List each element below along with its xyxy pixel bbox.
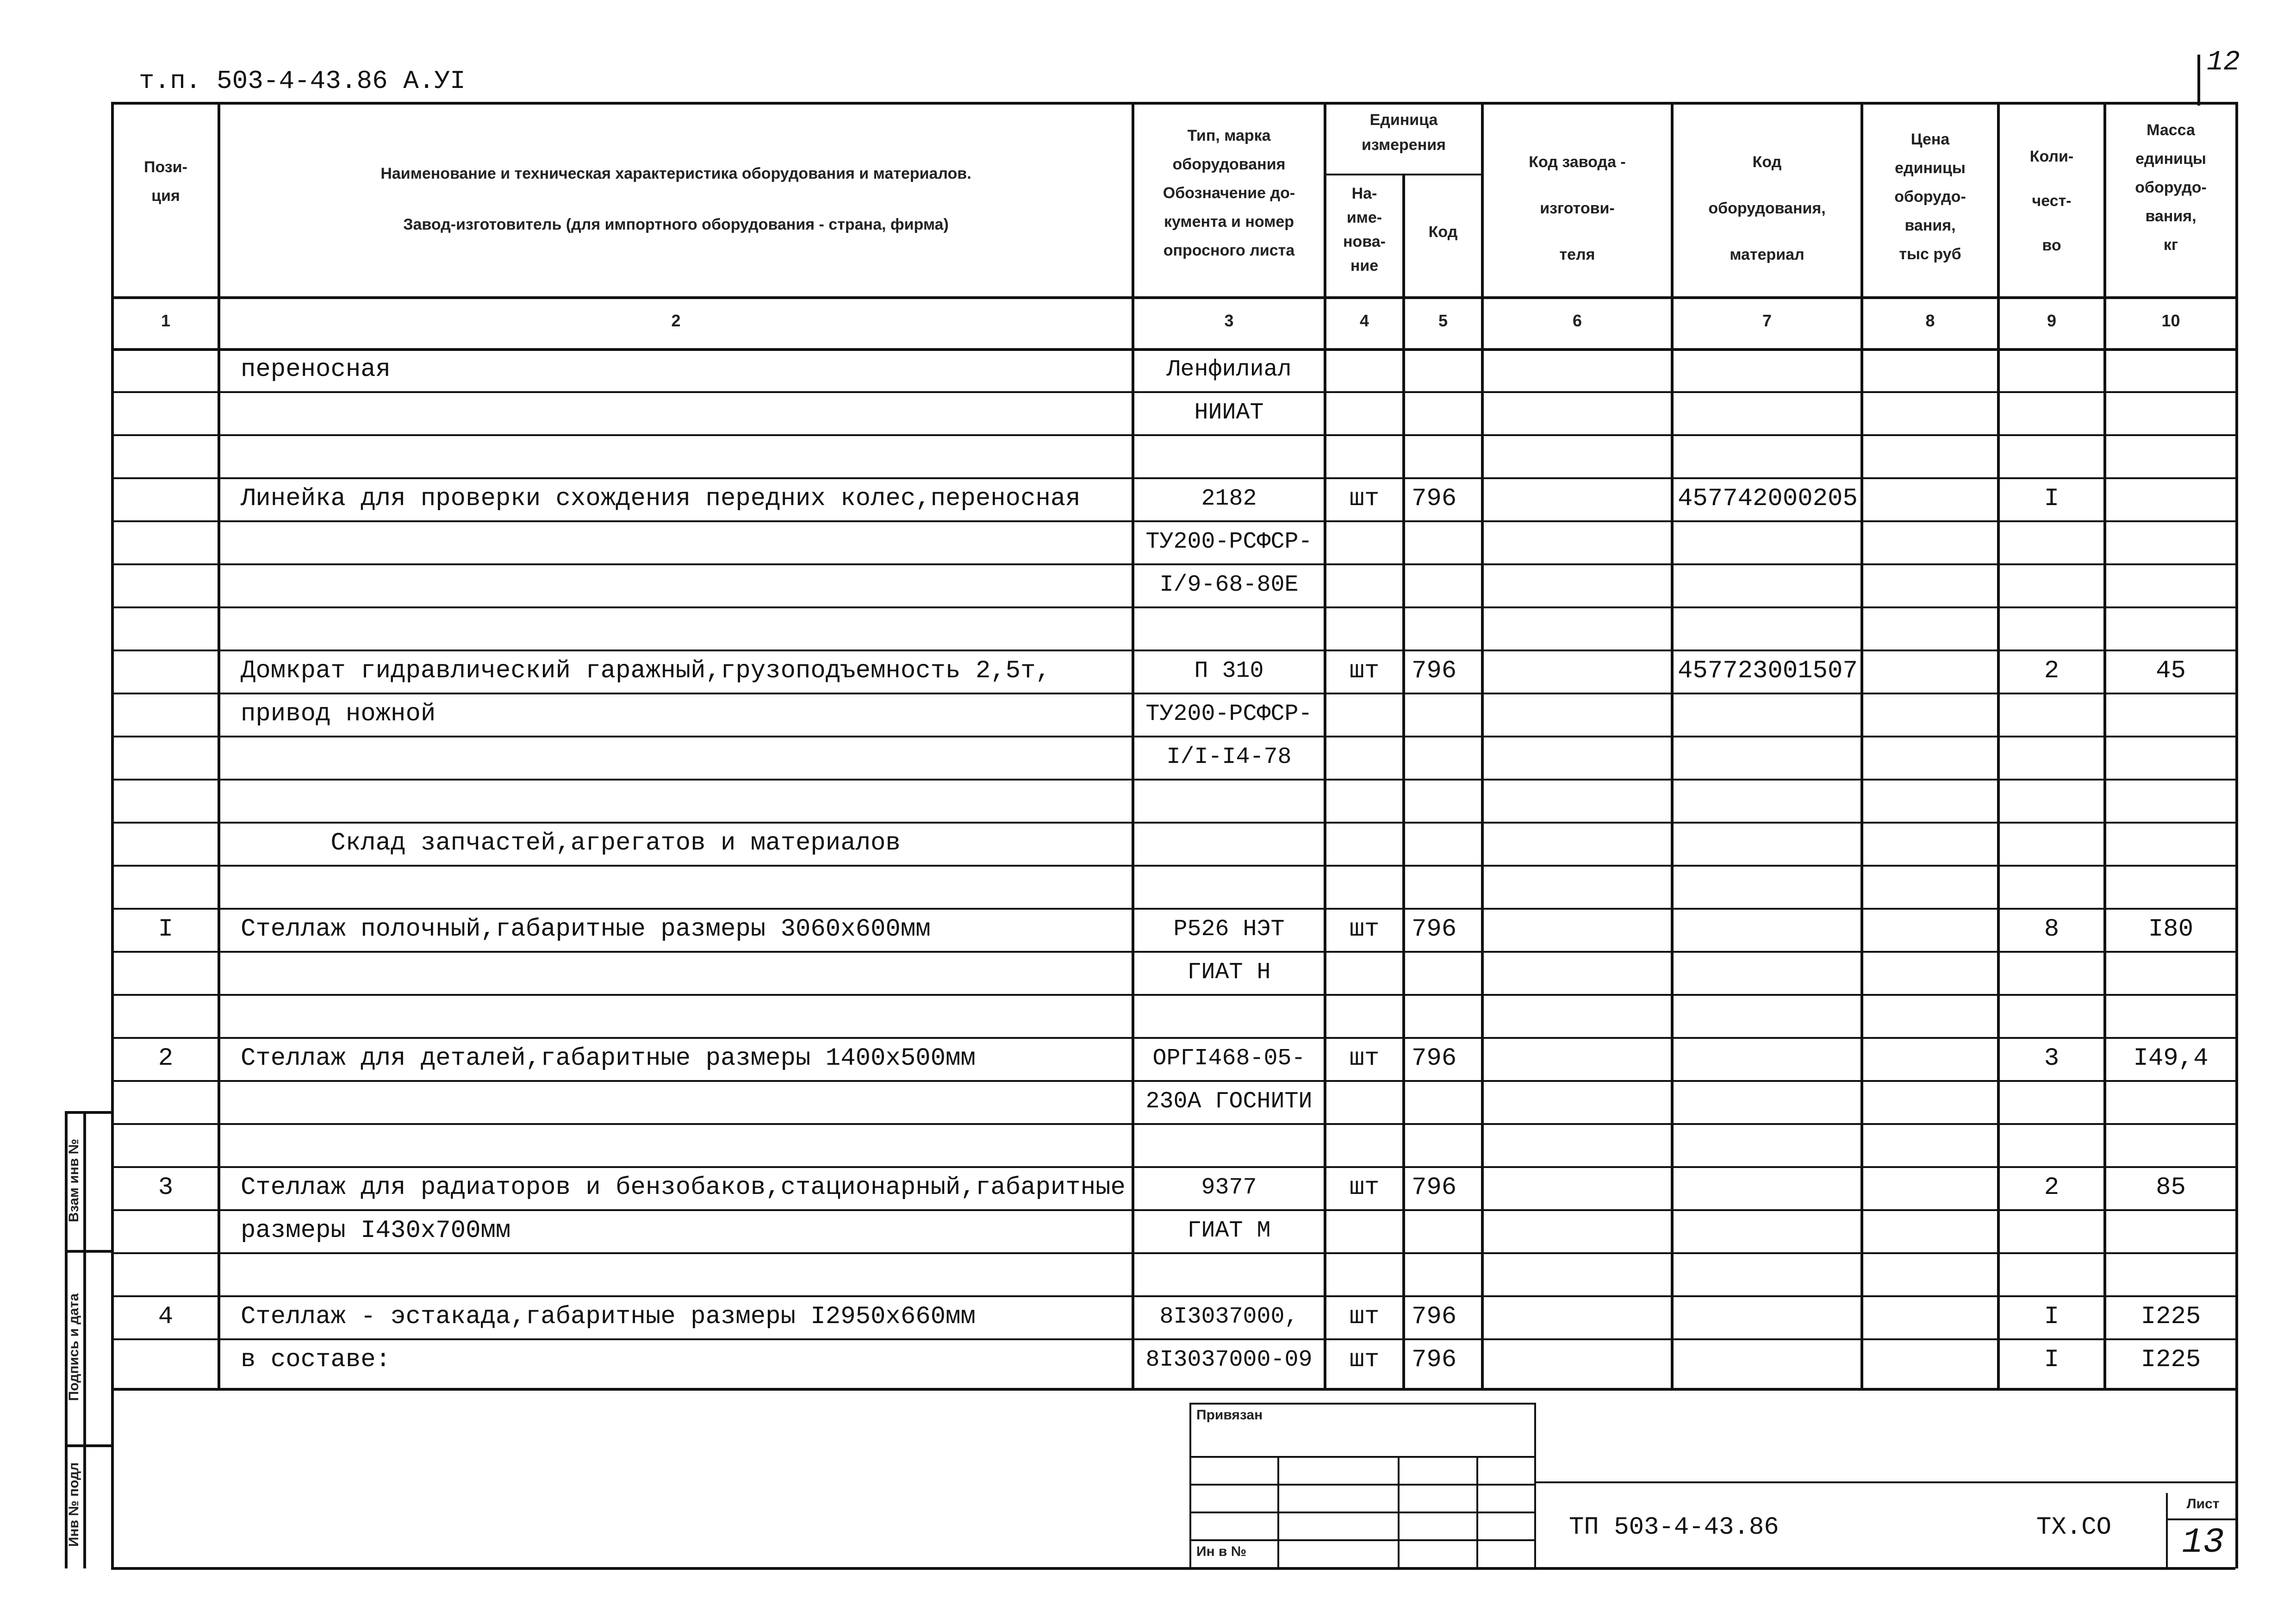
cell-type: ТУ200-РСФСР- — [1145, 529, 1313, 555]
cell-name: Стеллаж полочный,габаритные размеры 3060х600мм — [241, 915, 931, 943]
stamp-privyazan-label: Привязан — [1196, 1407, 1263, 1423]
row-separator — [111, 994, 2235, 996]
document-code: ТП 503-4-43.86 — [1569, 1513, 1779, 1542]
document-reference: т.п. 503-4-43.86 А.УI — [139, 66, 466, 96]
side-strip-split-1 — [65, 1250, 111, 1253]
cell-unit: шт — [1349, 1303, 1380, 1331]
corner-mark-rule — [2197, 55, 2200, 106]
row-separator — [111, 1037, 2235, 1039]
cell-unit: шт — [1349, 1346, 1380, 1374]
cell-unit-code: 796 — [1412, 1174, 1457, 1202]
cell-unit: шт — [1349, 1174, 1380, 1202]
cell-mass: I225 — [2140, 1346, 2201, 1374]
stamp-box-right — [1534, 1403, 1536, 1567]
cell-type: ТУ200-РСФСР- — [1145, 701, 1313, 727]
cell-quantity: I — [2044, 1303, 2060, 1331]
cell-type: ОРГI468-05- — [1152, 1045, 1306, 1072]
side-label-signature-date: Подпись и дата — [66, 1293, 81, 1401]
row-separator — [111, 477, 2235, 479]
table-bottom-border — [111, 1388, 2235, 1391]
list-box-left — [2166, 1493, 2168, 1567]
cell-name: Стеллаж для деталей,габаритные размеры 1400х500мм — [241, 1044, 976, 1073]
side-strip-split-2 — [65, 1444, 111, 1447]
row-separator — [111, 822, 2235, 824]
column-number: 7 — [1762, 311, 1772, 330]
side-label-original-inv: Инв № подл — [66, 1462, 81, 1547]
cell-name: Домкрат гидравлический гаражный,грузоподъемность 2,5т, — [241, 657, 1051, 685]
title-block-divider — [1534, 1481, 2235, 1483]
row-separator — [111, 908, 2235, 910]
cell-quantity: I — [2044, 485, 2060, 513]
list-number: 13 — [2182, 1523, 2224, 1562]
header-price: Цена единицы оборудо- вания, тыс руб — [1894, 131, 1966, 263]
corner-mark: 12 — [2207, 47, 2240, 78]
row-separator — [111, 736, 2235, 737]
stamp-box-left — [1189, 1403, 1191, 1567]
cell-unit-code: 796 — [1412, 915, 1457, 943]
col-divider-5 — [1481, 102, 1484, 1388]
column-number: 6 — [1572, 311, 1582, 330]
cell-unit: шт — [1349, 657, 1380, 685]
cell-mass: I80 — [2148, 915, 2194, 943]
row-separator — [111, 391, 2235, 393]
cell-unit-code: 796 — [1412, 485, 1457, 513]
row-separator — [111, 650, 2235, 651]
cell-type: Ленфилиал — [1166, 356, 1292, 383]
row-separator — [111, 1295, 2235, 1297]
row-separator — [111, 1209, 2235, 1211]
cell-name: привод ножной — [241, 700, 436, 728]
column-number: 3 — [1224, 311, 1234, 330]
cell-type: I/I-I4-78 — [1166, 744, 1292, 770]
cell-mass: I49,4 — [2133, 1044, 2209, 1073]
list-box-divider — [2166, 1518, 2235, 1520]
cell-type: I/9-68-80Е — [1159, 572, 1299, 598]
header-divider — [111, 296, 2235, 299]
cell-type: 8I3037000-09 — [1145, 1347, 1313, 1373]
cell-equipment-code: 457723001507 — [1678, 657, 1858, 685]
cell-name: Стеллаж для радиаторов и бензобаков,стационарный,габаритные — [241, 1174, 1126, 1202]
stamp-box-line-1 — [1189, 1456, 1534, 1458]
cell-unit: шт — [1349, 485, 1380, 513]
cell-type: 2182 — [1201, 486, 1257, 512]
page-bottom-border — [111, 1567, 2235, 1570]
header-unit-name: На- име- нова- ние — [1343, 185, 1386, 275]
cell-type: ГИАТ М — [1187, 1218, 1271, 1244]
cell-type: ГИАТ Н — [1187, 959, 1271, 986]
sheet-code: ТХ.СО — [2036, 1513, 2112, 1542]
row-separator — [111, 779, 2235, 781]
header-type: Тип, марка оборудования Обозначение до- кумента и номер опросного листа — [1163, 127, 1295, 259]
stamp-box-col-1 — [1277, 1456, 1279, 1567]
row-separator — [111, 1123, 2235, 1125]
row-separator — [111, 1252, 2235, 1254]
header-unit-group: Единица измерения — [1362, 111, 1446, 154]
stamp-box-line-3 — [1189, 1512, 1534, 1513]
cell-equipment-code: 457742000205 — [1678, 485, 1858, 513]
cell-quantity: 8 — [2044, 915, 2060, 943]
row-separator — [111, 1080, 2235, 1082]
header-unit-code: Код — [1428, 223, 1458, 241]
stamp-box-top — [1189, 1403, 1534, 1405]
stamp-box-col-2 — [1398, 1456, 1400, 1567]
col-divider-6 — [1671, 102, 1674, 1388]
stamp-box-line-4 — [1189, 1539, 1534, 1541]
cell-position: I — [158, 915, 174, 943]
row-separator — [111, 1338, 2235, 1340]
row-separator — [111, 693, 2235, 694]
cell-position: 2 — [158, 1044, 174, 1073]
cell-quantity: I — [2044, 1346, 2060, 1374]
column-number: 5 — [1438, 311, 1448, 330]
header-position: Пози- ция — [144, 158, 187, 205]
row-separator — [111, 1166, 2235, 1168]
list-label: Лист — [2186, 1496, 2220, 1512]
cell-unit-code: 796 — [1412, 1346, 1457, 1374]
cell-quantity: 2 — [2044, 1174, 2060, 1202]
side-strip-outer — [83, 1111, 86, 1568]
header-manufacturer-code: Код завода - изготови- теля — [1529, 153, 1626, 263]
side-strip-top — [65, 1111, 111, 1114]
col-divider-4 — [1402, 174, 1405, 1388]
cell-type: П 310 — [1194, 658, 1264, 684]
col-number-divider — [111, 348, 2235, 351]
cell-unit-code: 796 — [1412, 1303, 1457, 1331]
cell-name: размеры I430х700мм — [241, 1217, 511, 1245]
cell-mass: I225 — [2140, 1303, 2201, 1331]
cell-type: НИИАТ — [1194, 400, 1264, 426]
cell-name: Стеллаж - эстакада,габаритные размеры I2950х660мм — [241, 1303, 976, 1331]
side-label-replacement-inv: Взам инв № — [66, 1138, 81, 1223]
cell-name: Склад запчастей,агрегатов и материалов — [241, 829, 901, 857]
cell-quantity: 2 — [2044, 657, 2060, 685]
row-separator — [111, 951, 2235, 953]
cell-mass: 45 — [2156, 657, 2186, 685]
row-separator — [111, 563, 2235, 565]
col-divider-7 — [1860, 102, 1863, 1388]
column-number: 9 — [2047, 311, 2057, 330]
cell-unit-code: 796 — [1412, 657, 1457, 685]
cell-unit: шт — [1349, 1044, 1380, 1073]
row-separator — [111, 434, 2235, 436]
table-top-border — [111, 102, 2235, 105]
row-separator — [111, 865, 2235, 867]
column-number: 8 — [1925, 311, 1935, 330]
cell-name: в составе: — [241, 1346, 391, 1374]
cell-type: 9377 — [1201, 1174, 1257, 1201]
header-mass: Масса единицы оборудо- вания, кг — [2135, 121, 2207, 254]
table-right-border — [2235, 102, 2238, 1568]
cell-type: Р526 НЭТ — [1173, 916, 1285, 943]
cell-name: переносная — [241, 356, 391, 384]
cell-unit-code: 796 — [1412, 1044, 1457, 1073]
column-number: 4 — [1359, 311, 1369, 330]
header-equipment-code: Код оборудования, материал — [1708, 153, 1826, 263]
stamp-box-line-2 — [1189, 1484, 1534, 1486]
cell-type: 230А ГОСНИТИ — [1145, 1088, 1313, 1115]
column-number: 2 — [671, 311, 681, 330]
cell-type: 8I3037000, — [1159, 1304, 1299, 1330]
cell-name: Линейка для проверки схождения передних колес,переносная — [241, 485, 1081, 513]
col-divider-1 — [218, 102, 220, 1388]
stamp-box-col-3 — [1476, 1456, 1478, 1567]
cell-mass: 85 — [2156, 1174, 2186, 1202]
row-separator — [111, 606, 2235, 608]
cell-position: 4 — [158, 1303, 174, 1331]
cell-unit: шт — [1349, 915, 1380, 943]
cell-quantity: 3 — [2044, 1044, 2060, 1073]
cell-position: 3 — [158, 1174, 174, 1202]
stamp-inv-label: Ин в № — [1196, 1544, 1247, 1559]
header-quantity: Коли- чест- во — [2029, 148, 2074, 254]
column-number: 10 — [2161, 311, 2180, 330]
row-separator — [111, 520, 2235, 522]
header-name: Наименование и техническая характеристика оборудования и материалов. Завод-изготовитель (для импортного оборудования - страна, фирма) — [380, 165, 971, 233]
column-number: 1 — [161, 311, 171, 330]
